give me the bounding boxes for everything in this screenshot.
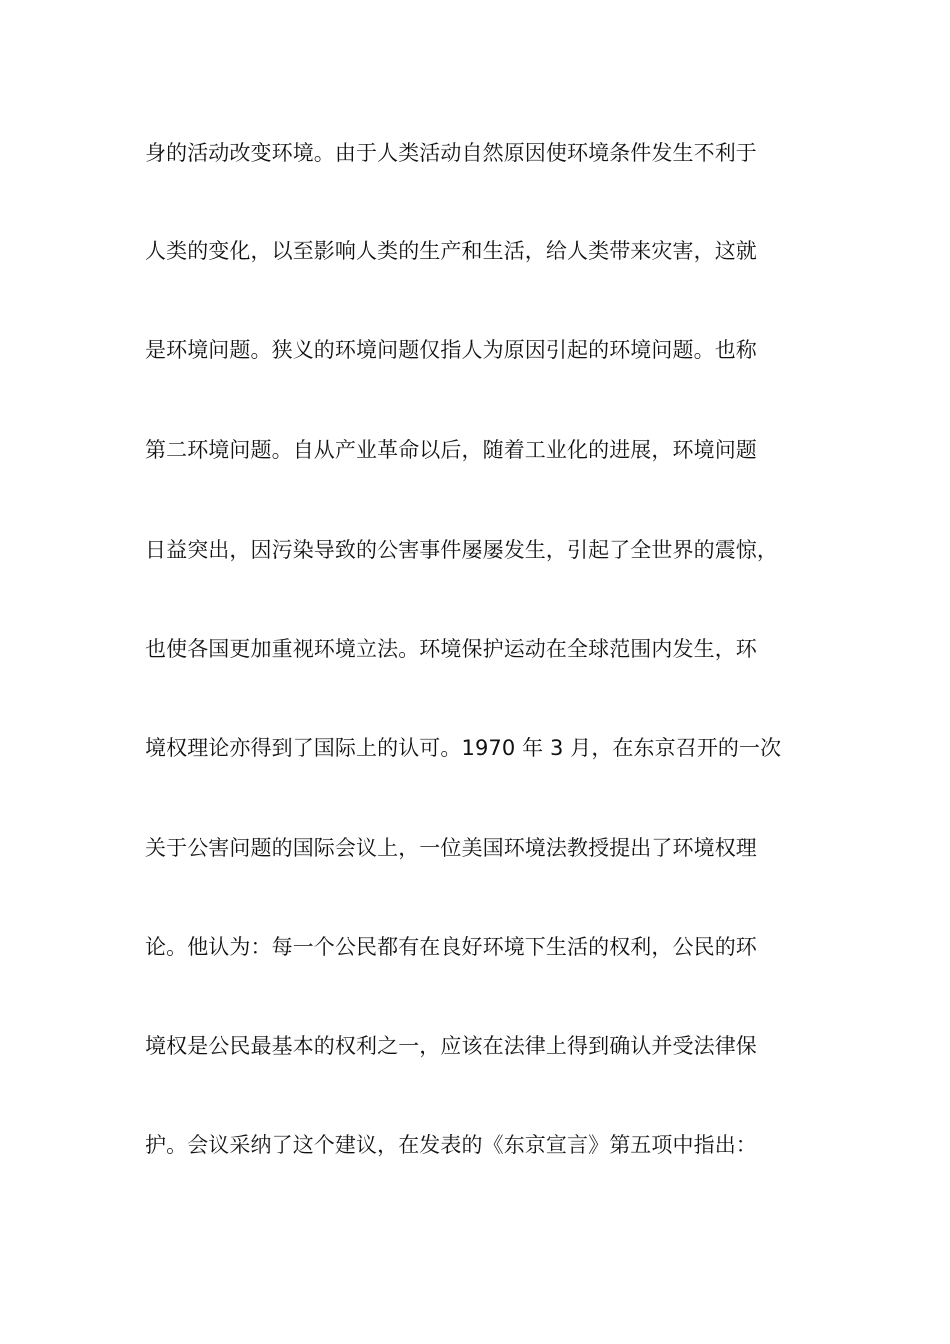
- text-line-8: 关于公害问题的国际会议上，一位美国环境法教授提出了环境权理: [145, 836, 757, 860]
- text-line-3: 是环境问题。狭义的环境问题仅指人为原因引起的环境问题。也称: [145, 338, 757, 362]
- text-line-5: 日益突出，因污染导致的公害事件屡屡发生，引起了全世界的震惊，: [145, 538, 778, 562]
- text-line-6: 也使各国更加重视环境立法。环境保护运动在全球范围内发生，环: [145, 637, 757, 661]
- text-line-1: 身的活动改变环境。由于人类活动自然原因使环境条件发生不利于: [145, 141, 757, 165]
- text-line-9: 论。他认为：每一个公民都有在良好环境下生活的权利，公民的环: [145, 935, 757, 959]
- text-line-7: 境权理论亦得到了国际上的认可。1970 年 3 月，在东京召开的一次: [145, 736, 782, 760]
- text-line-2: 人类的变化，以至影响人类的生产和生活，给人类带来灾害，这就: [145, 239, 757, 263]
- text-line-4: 第二环境问题。自从产业革命以后，随着工业化的进展，环境问题: [145, 438, 757, 462]
- text-line-11: 护。会议采纳了这个建议，在发表的《东京宣言》第五项中指出：: [145, 1133, 757, 1157]
- text-line-10: 境权是公民最基本的权利之一，应该在法律上得到确认并受法律保: [145, 1034, 757, 1058]
